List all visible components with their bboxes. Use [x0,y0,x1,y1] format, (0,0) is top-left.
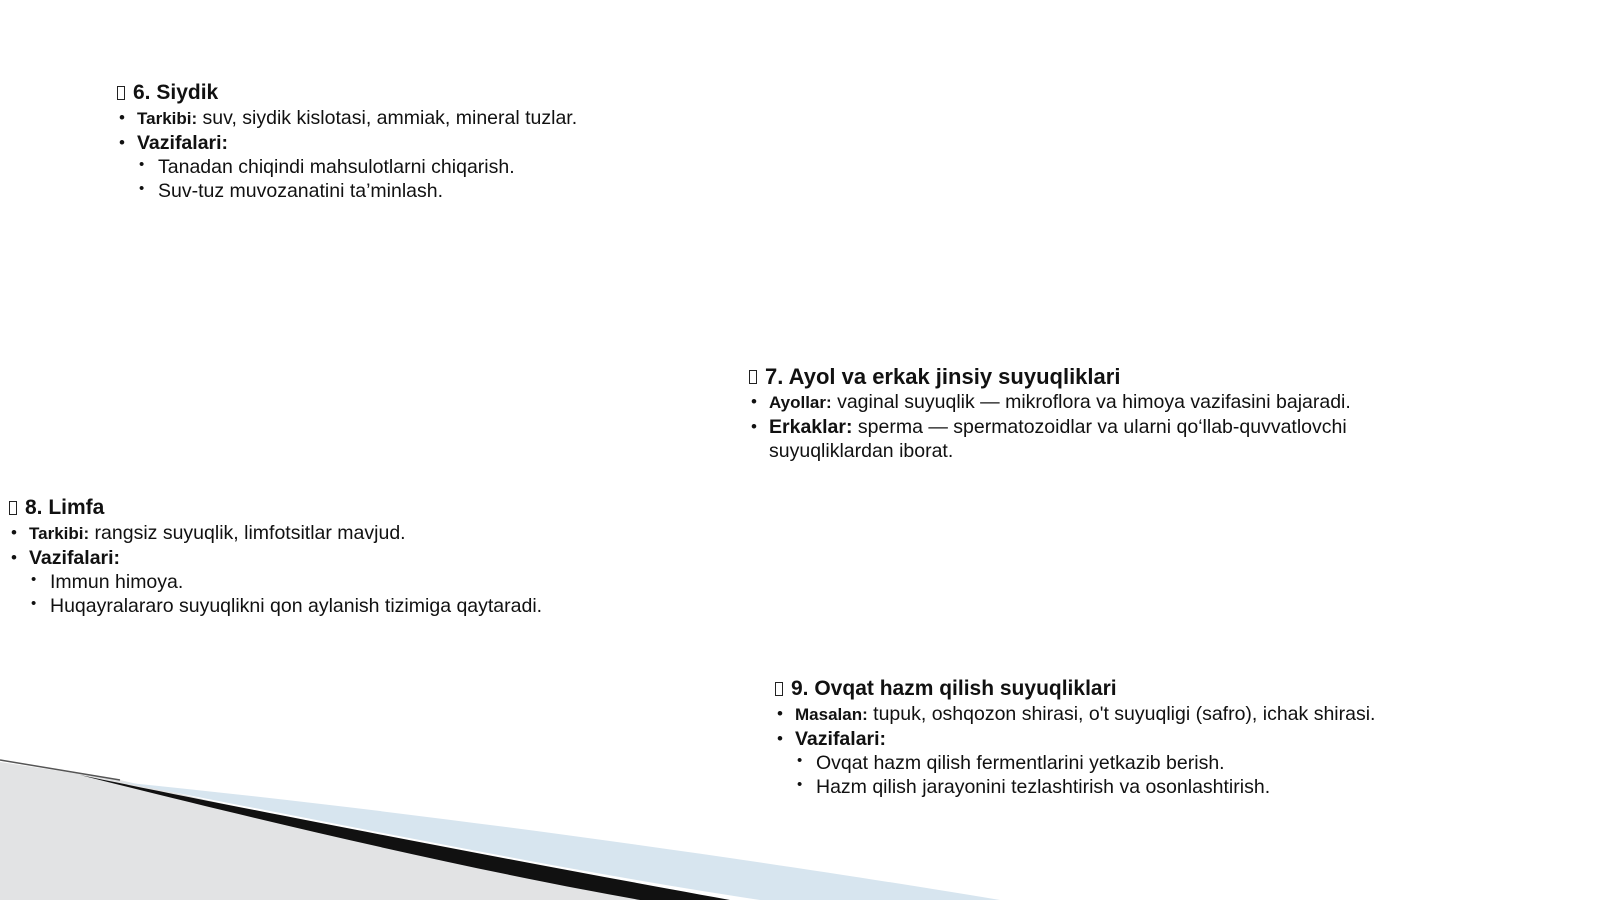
section-heading [749,364,1429,390]
sub-list-item [117,179,677,203]
sub-list-item [9,570,649,594]
item-label: Vazifalari: [795,728,887,750]
heading-text: 8. Limfa [25,496,105,519]
list-item [9,521,649,546]
bullet-list [775,702,1475,799]
sub-item-text: Immun himoya. [50,571,184,593]
list-item [775,727,1475,751]
item-text: sperma — spermatozoidlar va ularni qo‘llab-quvvatlovchi suyuqliklardan iborat. [769,416,1347,462]
list-item [749,390,1429,415]
sub-item-text: Tanadan chiqindi mahsulotlarni chiqarish. [158,156,515,178]
item-text: rangsiz suyuqlik, limfotsitlar mavjud. [89,522,406,544]
bullet-list [9,521,649,618]
missing-glyph-icon [749,370,757,384]
section-heading [775,676,1475,702]
sub-list-item [775,775,1475,799]
bullet-list [117,106,677,203]
item-label: Masalan: [795,705,868,724]
item-label: Ayollar: [769,393,832,412]
item-label: Vazifalari: [29,547,121,569]
item-text: suv, siydik kislotasi, ammiak, mineral tuzlar. [197,107,578,129]
sub-list-item [9,594,649,618]
item-text: vaginal suyuqlik — mikroflora va himoya vazifasini bajaradi. [831,391,1351,413]
list-item [775,702,1475,727]
item-label: Vazifalari: [137,132,229,154]
sub-item-text: Suv-tuz muvozanatini ta’minlash. [158,180,444,202]
list-item [9,546,649,570]
item-label: Tarkibi: [29,524,90,543]
sub-item-text: Ovqat hazm qilish fermentlarini yetkazib berish. [816,752,1225,774]
list-item [117,106,677,131]
missing-glyph-icon [117,86,125,100]
section-siydik [117,80,677,203]
list-item [117,131,677,155]
section-limfa [9,495,649,618]
section-jinsiy-suyuqliklar [749,364,1429,463]
sub-list-item [117,155,677,179]
list-item [749,415,1429,463]
sub-list-item [775,751,1475,775]
section-heading [117,80,677,106]
item-label: Erkaklar: [769,416,853,438]
item-text: tupuk, oshqozon shirasi, o't suyuqligi (safro), ichak shirasi. [867,703,1376,725]
item-label: Tarkibi: [137,109,198,128]
heading-text: 6. Siydik [133,81,219,104]
heading-text: 7. Ayol va erkak jinsiy suyuqliklari [765,364,1121,389]
section-heading [9,495,649,521]
sub-item-text: Hazm qilish jarayonini tezlashtirish va osonlashtirish. [816,776,1271,798]
bullet-list [749,390,1429,463]
missing-glyph-icon [9,501,17,515]
section-ovqat-hazm [775,676,1475,799]
heading-text: 9. Ovqat hazm qilish suyuqliklari [791,677,1117,700]
sub-item-text: Huqayralararo suyuqlikni qon aylanish tizimiga qaytaradi. [50,595,543,617]
missing-glyph-icon [775,682,783,696]
